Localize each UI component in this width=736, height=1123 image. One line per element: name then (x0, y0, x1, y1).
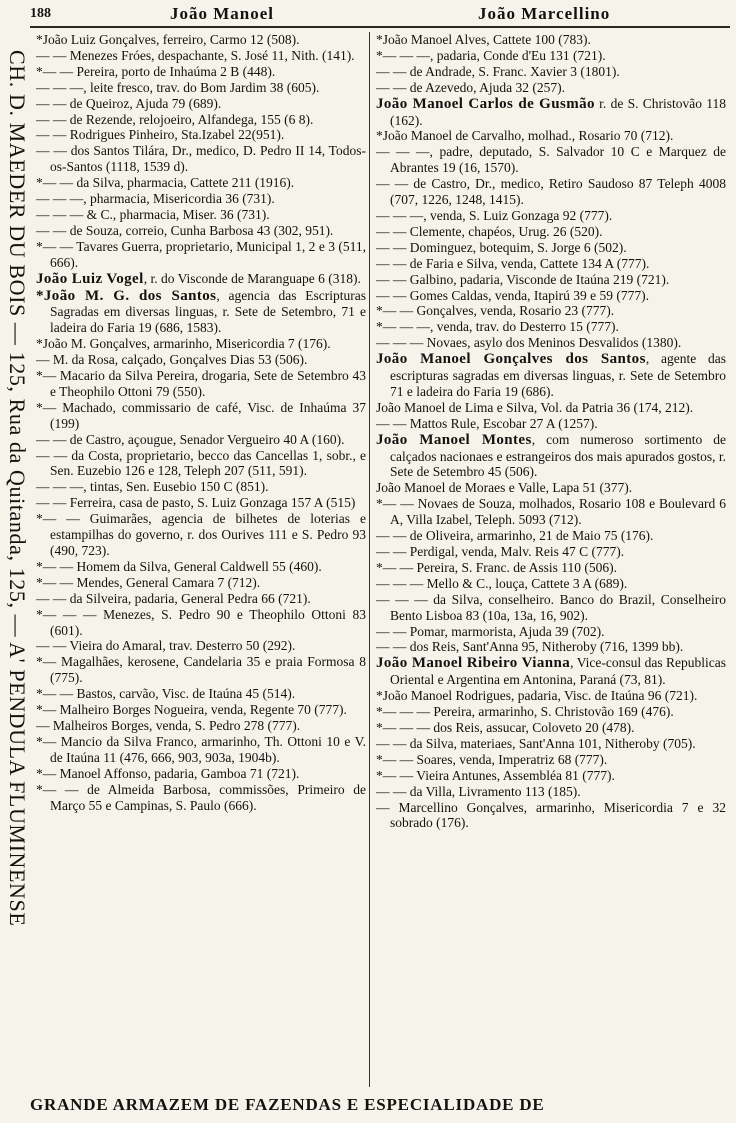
directory-entry: *— — — Pereira, armarinho, S. Christovão 169 (476). (376, 704, 674, 720)
page-number: 188 (30, 6, 51, 21)
directory-entry: *— — da Silva, pharmacia, Cattete 211 (1916). (36, 175, 295, 191)
header-rule (30, 26, 730, 28)
directory-entry: *— — Tavares Guerra, proprietario, Municipal 1, 2 e 3 (511, 666). (36, 238, 366, 270)
directory-entry: *João M. Gonçalves, armarinho, Misericordia 7 (176). (36, 336, 331, 352)
directory-entry: *— — de Almeida Barbosa, commissões, Primeiro de Março 55 e Campinas, S. Paulo (666). (36, 781, 366, 813)
directory-entry: *— — Soares, venda, Imperatriz 68 (777). (376, 751, 608, 767)
directory-entry: — — da Silva, materiaes, Sant'Anna 101, Nitheroby (705). (376, 735, 696, 751)
directory-entry: — Marcellino Gonçalves, armarinho, Misericordia 7 e 32 sobrado (176). (376, 799, 726, 831)
directory-entry: *— — Mendes, General Camara 7 (712). (36, 574, 261, 590)
directory-entry: *— Machado, commissario de café, Visc. de Inhaúma 37 (199) (36, 399, 366, 431)
entry-name: João Manoel Carlos de Gusmão (376, 95, 595, 112)
directory-entry: *— — Vieira Antunes, Assembléa 81 (777). (376, 767, 615, 783)
directory-entry: *— — Bastos, carvão, Visc. de Itaúna 45 (514). (36, 686, 296, 702)
directory-entry: — M. da Rosa, calçado, Gonçalves Dias 53 (506). (36, 352, 308, 368)
directory-entry: — — da Villa, Livramento 113 (185). (376, 783, 581, 799)
directory-entry: — — — & C., pharmacia, Miser. 36 (731). (36, 206, 270, 222)
side-advertisement-text: CH. D. MAEDER DU BOIS — 125, Rua da Quitanda, 125, — A' PENDULA FLUMINENSE (5, 50, 30, 927)
directory-entry: João Manoel Carlos de Gusmão r. de S. Christovão 118 (162). (376, 95, 726, 128)
directory-entry: — — Ferreira, casa de pasto, S. Luiz Gonzaga 157 A (515) (36, 495, 356, 511)
directory-entry: *— — Homem da Silva, General Caldwell 55 (460). (36, 558, 322, 574)
directory-entry: *— — Pereira, porto de Inhaúma 2 B (448). (36, 63, 276, 79)
directory-entry: *— — Novaes de Souza, molhados, Rosario 108 e Boulevard 6 A, Villa Izabel, Teleph. 5093 (712). (376, 496, 726, 528)
directory-entry: — Malheiros Borges, venda, S. Pedro 278 (777). (36, 717, 301, 733)
directory-entry: João Manoel de Moraes e Valle, Lapa 51 (377). (376, 480, 633, 496)
directory-entry: — — de Queiroz, Ajuda 79 (689). (36, 95, 222, 111)
directory-entry: — — Mattos Rule, Escobar 27 A (1257). (376, 415, 598, 431)
entry-name: João Manoel Montes (376, 431, 532, 448)
directory-entry: — — — Mello & C., louça, Cattete 3 A (689). (376, 575, 628, 591)
right-column (376, 32, 726, 1087)
directory-entry: João Manoel Montes, com numeroso sortimento de calçados nacionaes e estrangeiros dos mais apurados gostos, r. Sete de Setembro 45 (506). (376, 431, 726, 480)
directory-entry: João Luiz Vogel, r. do Visconde de Maranguape 6 (318). (36, 270, 361, 287)
directory-entry: *— — —, padaria, Conde d'Eu 131 (721). (376, 47, 606, 63)
directory-entry: — — de Castro, Dr., medico, Retiro Saudoso 87 Teleph 4008 (707, 1226, 1248, 1415). (376, 176, 726, 208)
directory-entry: — — Dominguez, botequim, S. Jorge 6 (502). (376, 239, 627, 255)
directory-entry: — — —, venda, S. Luiz Gonzaga 92 (777). (376, 207, 613, 223)
directory-entry: *João Manoel de Carvalho, molhad., Rosario 70 (712). (376, 128, 674, 144)
directory-entry: — — Vieira do Amaral, trav. Desterro 50 (292). (36, 638, 296, 654)
directory-entry: *João M. G. dos Santos, agencia das Escripturas Sagradas em diversas linguas, r. Sete de Setembro, 71 e ladeira do Faria 19 (686, 1583). (36, 287, 366, 336)
directory-entry: — — de Faria e Silva, venda, Cattete 134 A (777). (376, 255, 650, 271)
directory-entry: — — de Andrade, S. Franc. Xavier 3 (1801). (376, 63, 620, 79)
directory-entry: — — Gomes Caldas, venda, Itapirú 39 e 59 (777). (376, 287, 649, 303)
right-running-head: João Marcellino (478, 4, 611, 23)
directory-entry: — — de Castro, açougue, Senador Vergueiro 40 A (160). (36, 431, 345, 447)
directory-entry: *— — Guimarães, agencia de bilhetes de loterias e estampilhas do governo, r. dos Ourives 111 e S. Pedro 93 (490, 723). (36, 511, 366, 558)
entry-name: *João M. G. dos Santos (36, 287, 217, 304)
directory-entry: — — dos Reis, Sant'Anna 95, Nitheroby (716, 1399 bb). (376, 639, 684, 655)
directory-entry: João Manoel de Lima e Silva, Vol. da Patria 36 (174, 212). (376, 399, 694, 415)
directory-entry: *— Magalhães, kerosene, Candelaria 35 e praia Formosa 8 (775). (36, 654, 366, 686)
directory-entry: *João Manoel Alves, Cattete 100 (783). (376, 32, 591, 47)
directory-entry: — — de Azevedo, Ajuda 32 (257). (376, 79, 565, 95)
directory-entry: — — da Silveira, padaria, General Pedra 66 (721). (36, 590, 311, 606)
directory-entry: *— Malheiro Borges Nogueira, venda, Regente 70 (777). (36, 702, 347, 718)
directory-entry: João Manoel Ribeiro Vianna, Vice-consul das Republicas Oriental e Argentina em Antonina, Paraná (73, 81). (376, 655, 726, 688)
side-advertisement (4, 50, 30, 1090)
directory-entry: — — Perdigal, venda, Malv. Reis 47 C (777). (376, 544, 625, 559)
directory-entry: — — de Oliveira, armarinho, 21 de Maio 75 (176). (376, 528, 654, 544)
directory-entry: — — — da Silva, conselheiro. Banco do Brazil, Conselheiro Bento Lisboa 83 (10a, 13a, 16, 902). (376, 591, 726, 623)
left-running-head: João Manoel (170, 4, 275, 23)
directory-entry: *— Manoel Affonso, padaria, Gamboa 71 (721). (36, 765, 300, 781)
directory-entry: — — de Rezende, relojoeiro, Alfandega, 155 (6 8). (36, 111, 314, 127)
directory-entry: — — Menezes Fróes, despachante, S. José 11, Nith. (141). (36, 47, 355, 63)
entry-name: João Manoel Ribeiro Vianna (376, 655, 571, 672)
directory-entry: João Manoel Gonçalves dos Santos, agente das escripturas sagradas em diversas linguas, r. Sete de Setembro 71 e ladeira do Faria 19 (686). (376, 351, 726, 399)
directory-entry: — — —, padre, deputado, S. Salvador 10 C e Marquez de Abrantes 19 (16, 1570). (376, 144, 726, 176)
directory-entry: *— — — Menezes, S. Pedro 90 e Theophilo Ottoni 83 (601). (36, 606, 366, 638)
directory-entry: *— Macario da Silva Pereira, drogaria, Sete de Setembro 43 e Theophilo Ottoni 79 (550). (36, 368, 366, 399)
directory-entry: — — Galbino, padaria, Visconde de Itaúna 219 (721). (376, 271, 670, 287)
directory-entry: *João Manoel Rodrigues, padaria, Visc. de Itaúna 96 (721). (376, 688, 698, 704)
directory-entry: *— — Pereira, S. Franc. de Assis 110 (506). (376, 559, 617, 575)
directory-entry: — — — Novaes, asylo dos Meninos Desvalidos (1380). (376, 335, 682, 351)
page-header (30, 2, 730, 26)
directory-entry: *João Luiz Gonçalves, ferreiro, Carmo 12 (508). (36, 32, 300, 47)
directory-entry: *— — — dos Reis, assucar, Coloveto 20 (478). (376, 719, 635, 735)
left-column (36, 32, 366, 1087)
directory-entry: — — —, tintas, Sen. Eusebio 150 C (851). (36, 479, 269, 495)
directory-entry: — — Pomar, marmorista, Ajuda 39 (702). (376, 623, 605, 639)
column-divider (369, 32, 370, 1087)
directory-entry: — — —, leite fresco, trav. do Bom Jardim 38 (605). (36, 79, 320, 95)
directory-entry: *— — Gonçalves, venda, Rosario 23 (777). (376, 303, 615, 319)
directory-entry: — — da Costa, proprietario, becco das Cancellas 1, sobr., e Sen. Euzebio 126 e 128, Teleph 207 (511, 591). (36, 447, 366, 479)
directory-entry: — — Rodrigues Pinheiro, Sta.Izabel 22(951). (36, 127, 285, 143)
entry-name: João Manoel Gonçalves dos Santos (376, 351, 646, 368)
directory-entry: — — de Souza, correio, Cunha Barbosa 43 (302, 951). (36, 222, 334, 238)
directory-entry: — — —, pharmacia, Misericordia 36 (731). (36, 191, 275, 207)
directory-entry: *— Mancio da Silva Franco, armarinho, Th. Ottoni 10 e V. de Itaúna 11 (476, 666, 903, 903a, 1904b). (36, 733, 366, 765)
directory-entry: — — Clemente, chapéos, Urug. 26 (520). (376, 223, 603, 239)
entry-name: João Luiz Vogel (36, 270, 144, 287)
footer-advertisement: GRANDE ARMAZEM DE FAZENDAS E ESPECIALIDADE DE (30, 1095, 545, 1114)
directory-entry: — — dos Santos Tilára, Dr., medico, D. Pedro II 14, Todos-os-Santos (1118, 1539 d). (36, 143, 366, 175)
directory-entry: *— — —, venda, trav. do Desterro 15 (777). (376, 319, 619, 335)
